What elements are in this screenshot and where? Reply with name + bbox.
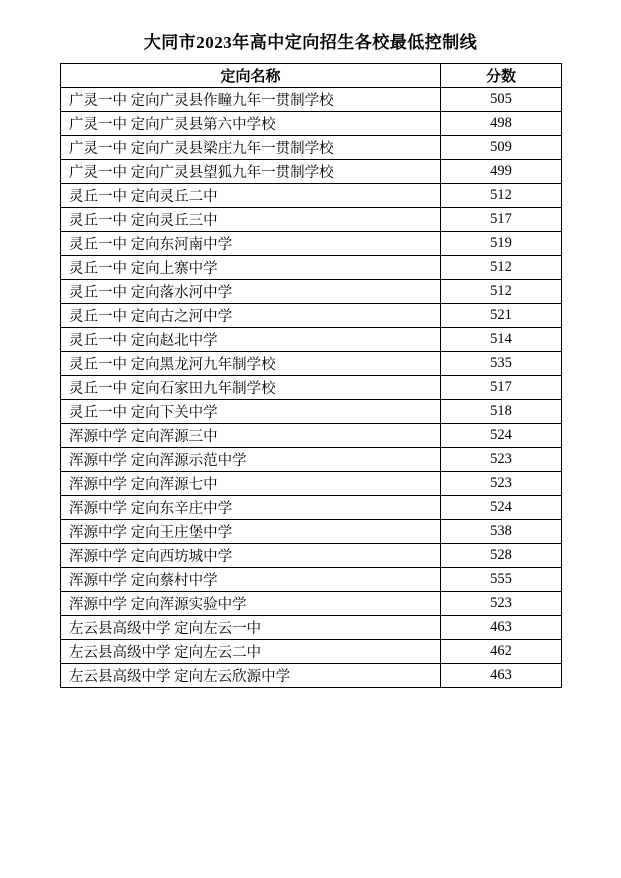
cell-score: 524 (441, 424, 562, 448)
table-row (61, 328, 562, 352)
cell-score: 505 (441, 88, 562, 112)
cell-score: 514 (441, 328, 562, 352)
cell-directional-name: 广灵一中 定向广灵县梁庄九年一贯制学校 (61, 136, 441, 160)
cell-directional-name: 浑源中学 定向浑源七中 (61, 472, 441, 496)
table-row (61, 616, 562, 640)
cell-score: 512 (441, 256, 562, 280)
cell-score: 463 (441, 664, 562, 688)
table-row (61, 592, 562, 616)
table-row (61, 112, 562, 136)
table-row (61, 280, 562, 304)
column-header-score: 分数 (441, 64, 562, 88)
cell-score: 523 (441, 592, 562, 616)
cell-directional-name: 浑源中学 定向西坊城中学 (61, 544, 441, 568)
cell-score: 499 (441, 160, 562, 184)
cell-score: 512 (441, 184, 562, 208)
table-container (60, 63, 561, 688)
cell-directional-name: 左云县高级中学 定向左云二中 (61, 640, 441, 664)
cell-directional-name: 灵丘一中 定向石家田九年制学校 (61, 376, 441, 400)
cell-score: 517 (441, 376, 562, 400)
column-header-name: 定向名称 (61, 64, 441, 88)
cell-directional-name: 广灵一中 定向广灵县望狐九年一贯制学校 (61, 160, 441, 184)
cell-directional-name: 浑源中学 定向东辛庄中学 (61, 496, 441, 520)
cell-score: 517 (441, 208, 562, 232)
table-row (61, 640, 562, 664)
table-body (61, 88, 562, 688)
cell-directional-name: 广灵一中 定向广灵县第六中学校 (61, 112, 441, 136)
table-row (61, 136, 562, 160)
cell-score: 518 (441, 400, 562, 424)
table-row (61, 208, 562, 232)
table-row (61, 424, 562, 448)
cell-score: 463 (441, 616, 562, 640)
cell-directional-name: 灵丘一中 定向下关中学 (61, 400, 441, 424)
cell-score: 509 (441, 136, 562, 160)
table-row (61, 664, 562, 688)
cell-directional-name: 浑源中学 定向浑源示范中学 (61, 448, 441, 472)
cell-directional-name: 浑源中学 定向浑源三中 (61, 424, 441, 448)
cell-directional-name: 左云县高级中学 定向左云一中 (61, 616, 441, 640)
cell-score: 555 (441, 568, 562, 592)
cell-score: 521 (441, 304, 562, 328)
cell-directional-name: 浑源中学 定向王庄堡中学 (61, 520, 441, 544)
table-row (61, 160, 562, 184)
cell-directional-name: 浑源中学 定向浑源实验中学 (61, 592, 441, 616)
cell-score: 512 (441, 280, 562, 304)
cell-score: 519 (441, 232, 562, 256)
cell-directional-name: 灵丘一中 定向黑龙河九年制学校 (61, 352, 441, 376)
cell-score: 538 (441, 520, 562, 544)
table-row (61, 448, 562, 472)
cell-directional-name: 浑源中学 定向蔡村中学 (61, 568, 441, 592)
table-row (61, 472, 562, 496)
cell-directional-name: 灵丘一中 定向落水河中学 (61, 280, 441, 304)
cell-score: 523 (441, 472, 562, 496)
cell-score: 462 (441, 640, 562, 664)
cell-score: 535 (441, 352, 562, 376)
table-row (61, 256, 562, 280)
table-row (61, 232, 562, 256)
cell-directional-name: 灵丘一中 定向东河南中学 (61, 232, 441, 256)
cell-directional-name: 广灵一中 定向广灵县作疃九年一贯制学校 (61, 88, 441, 112)
cell-directional-name: 左云县高级中学 定向左云欣源中学 (61, 664, 441, 688)
cell-directional-name: 灵丘一中 定向灵丘三中 (61, 208, 441, 232)
cell-score: 523 (441, 448, 562, 472)
page-title: 大同市2023年高中定向招生各校最低控制线 (143, 33, 478, 52)
table-row (61, 496, 562, 520)
table-row (61, 184, 562, 208)
cell-score: 524 (441, 496, 562, 520)
table-row (61, 400, 562, 424)
table-row (61, 352, 562, 376)
cell-directional-name: 灵丘一中 定向古之河中学 (61, 304, 441, 328)
cell-score: 528 (441, 544, 562, 568)
table-header-row (61, 64, 562, 88)
cell-directional-name: 灵丘一中 定向灵丘二中 (61, 184, 441, 208)
score-table (60, 63, 562, 688)
table-row (61, 544, 562, 568)
table-row (61, 88, 562, 112)
table-row (61, 568, 562, 592)
table-row (61, 520, 562, 544)
table-row (61, 304, 562, 328)
cell-directional-name: 灵丘一中 定向赵北中学 (61, 328, 441, 352)
cell-score: 498 (441, 112, 562, 136)
table-header (61, 64, 562, 88)
table-row (61, 376, 562, 400)
cell-directional-name: 灵丘一中 定向上寨中学 (61, 256, 441, 280)
